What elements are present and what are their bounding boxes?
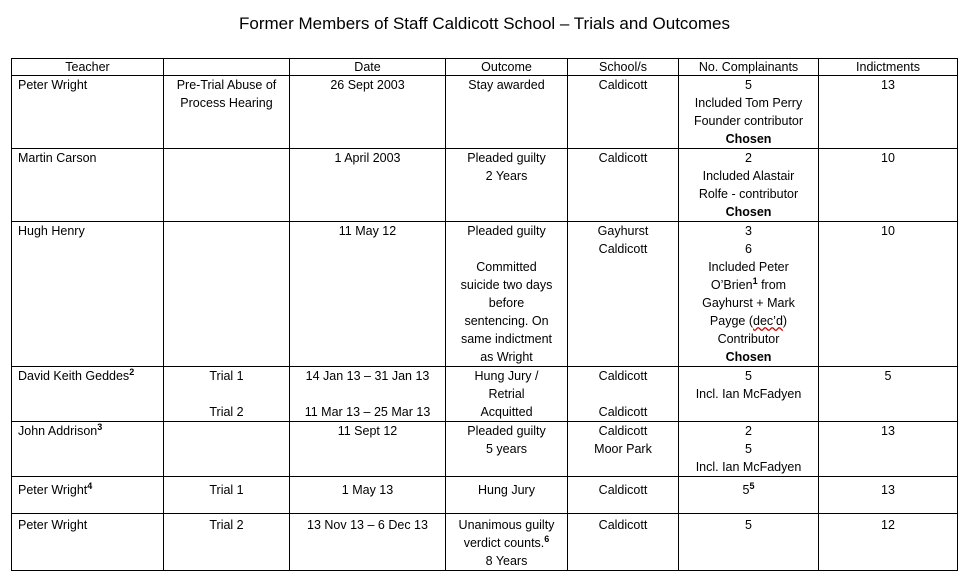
footnote-marker: 5 (749, 480, 755, 491)
school-cell: Caldicott (568, 514, 679, 571)
table-row (12, 222, 958, 367)
date-cell: 14 Jan 13 – 31 Jan 13 11 Mar 13 – 25 Mar 13 (290, 367, 446, 422)
school-cell: Caldicott (568, 149, 679, 222)
teacher-cell: Peter Wright$^4$ (12, 477, 164, 514)
table-row (12, 514, 958, 571)
outcome-cell: Hung Jury (446, 477, 568, 514)
outcome-cell: Pleaded guilty 5 years (446, 422, 568, 477)
teacher-cell: David Keith Geddes$^2$ (12, 367, 164, 422)
table-row (12, 477, 958, 514)
trial-cell: Trial 2 (164, 514, 290, 571)
indictments-cell: 12 (819, 514, 958, 571)
complainants-cell: 5 (679, 514, 819, 571)
outcomes-table (11, 58, 958, 571)
indictments-cell: 10 (819, 149, 958, 222)
indictments-cell: 10 (819, 222, 958, 367)
indictments-cell: 13 (819, 76, 958, 149)
trial-cell: Trial 1 (164, 477, 290, 514)
header-date: Date (290, 59, 446, 76)
header-schools: School/s (568, 59, 679, 76)
footnote-marker: 1 (752, 275, 758, 286)
date-cell: 1 May 13 (290, 477, 446, 514)
outcome-cell: Stay awarded (446, 76, 568, 149)
trial-cell (164, 422, 290, 477)
complainants-cell: 3 6 Included Peter O’Brien$^1$ from Gayhurst + Mark Payge (dec’d) Contributor Chosen (679, 222, 819, 367)
outcome-cell: Pleaded guilty 2 Years (446, 149, 568, 222)
teacher-cell: Hugh Henry (12, 222, 164, 367)
complainants-cell: $5^5$ (679, 477, 819, 514)
trial-cell (164, 222, 290, 367)
school-cell: Gayhurst Caldicott (568, 222, 679, 367)
header-outcome: Outcome (446, 59, 568, 76)
document-title: Former Members of Staff Caldicott School – Trials and Outcomes (239, 14, 730, 33)
header-complainants: No. Complainants (679, 59, 819, 76)
header-indictments: Indictments (819, 59, 958, 76)
footnote-marker: 3 (97, 421, 103, 432)
complainants-cell: 5 Incl. Ian McFadyen (679, 367, 819, 422)
date-cell: 1 April 2003 (290, 149, 446, 222)
table-row (12, 422, 958, 477)
complainants-cell: 5 Included Tom Perry Founder contributor Chosen (679, 76, 819, 149)
teacher-cell: Peter Wright (12, 514, 164, 571)
school-cell: Caldicott (568, 76, 679, 149)
indictments-cell: 13 (819, 477, 958, 514)
chosen-label: Chosen (725, 350, 772, 364)
footnote-marker: 6 (544, 533, 550, 544)
table-row (12, 367, 958, 422)
header-row (12, 59, 958, 76)
table-row (12, 149, 958, 222)
trial-cell: Trial 1 Trial 2 (164, 367, 290, 422)
spellcheck-underline: dec’d (753, 314, 783, 328)
outcome-cell: Pleaded guilty Committed suicide two days before sentencing. On same indictment as Wright (446, 222, 568, 367)
complainants-cell: 2 Included Alastair Rolfe - contributor Chosen (679, 149, 819, 222)
table-row (12, 76, 958, 149)
outcome-cell: Unanimous guilty verdict counts.$^6$ 8 Years (446, 514, 568, 571)
chosen-label: Chosen (725, 205, 772, 219)
school-cell: Caldicott Moor Park (568, 422, 679, 477)
date-cell: 11 Sept 12 (290, 422, 446, 477)
chosen-label: Chosen (725, 132, 772, 146)
teacher-cell: Martin Carson (12, 149, 164, 222)
date-cell: 26 Sept 2003 (290, 76, 446, 149)
teacher-cell: John Addrison$^3$ (12, 422, 164, 477)
indictments-cell: 13 (819, 422, 958, 477)
trial-cell: Pre-Trial Abuse of Process Hearing (164, 76, 290, 149)
header-blank (164, 59, 290, 76)
footnote-marker: 2 (129, 366, 135, 377)
footnote-marker: 4 (87, 480, 93, 491)
indictments-cell: 5 (819, 367, 958, 422)
teacher-cell: Peter Wright (12, 76, 164, 149)
outcome-cell: Hung Jury / Retrial Acquitted (446, 367, 568, 422)
complainants-cell: 2 5 Incl. Ian McFadyen (679, 422, 819, 477)
trial-cell (164, 149, 290, 222)
date-cell: 13 Nov 13 – 6 Dec 13 (290, 514, 446, 571)
school-cell: Caldicott Caldicott (568, 367, 679, 422)
header-teacher: Teacher (12, 59, 164, 76)
school-cell: Caldicott (568, 477, 679, 514)
date-cell: 11 May 12 (290, 222, 446, 367)
